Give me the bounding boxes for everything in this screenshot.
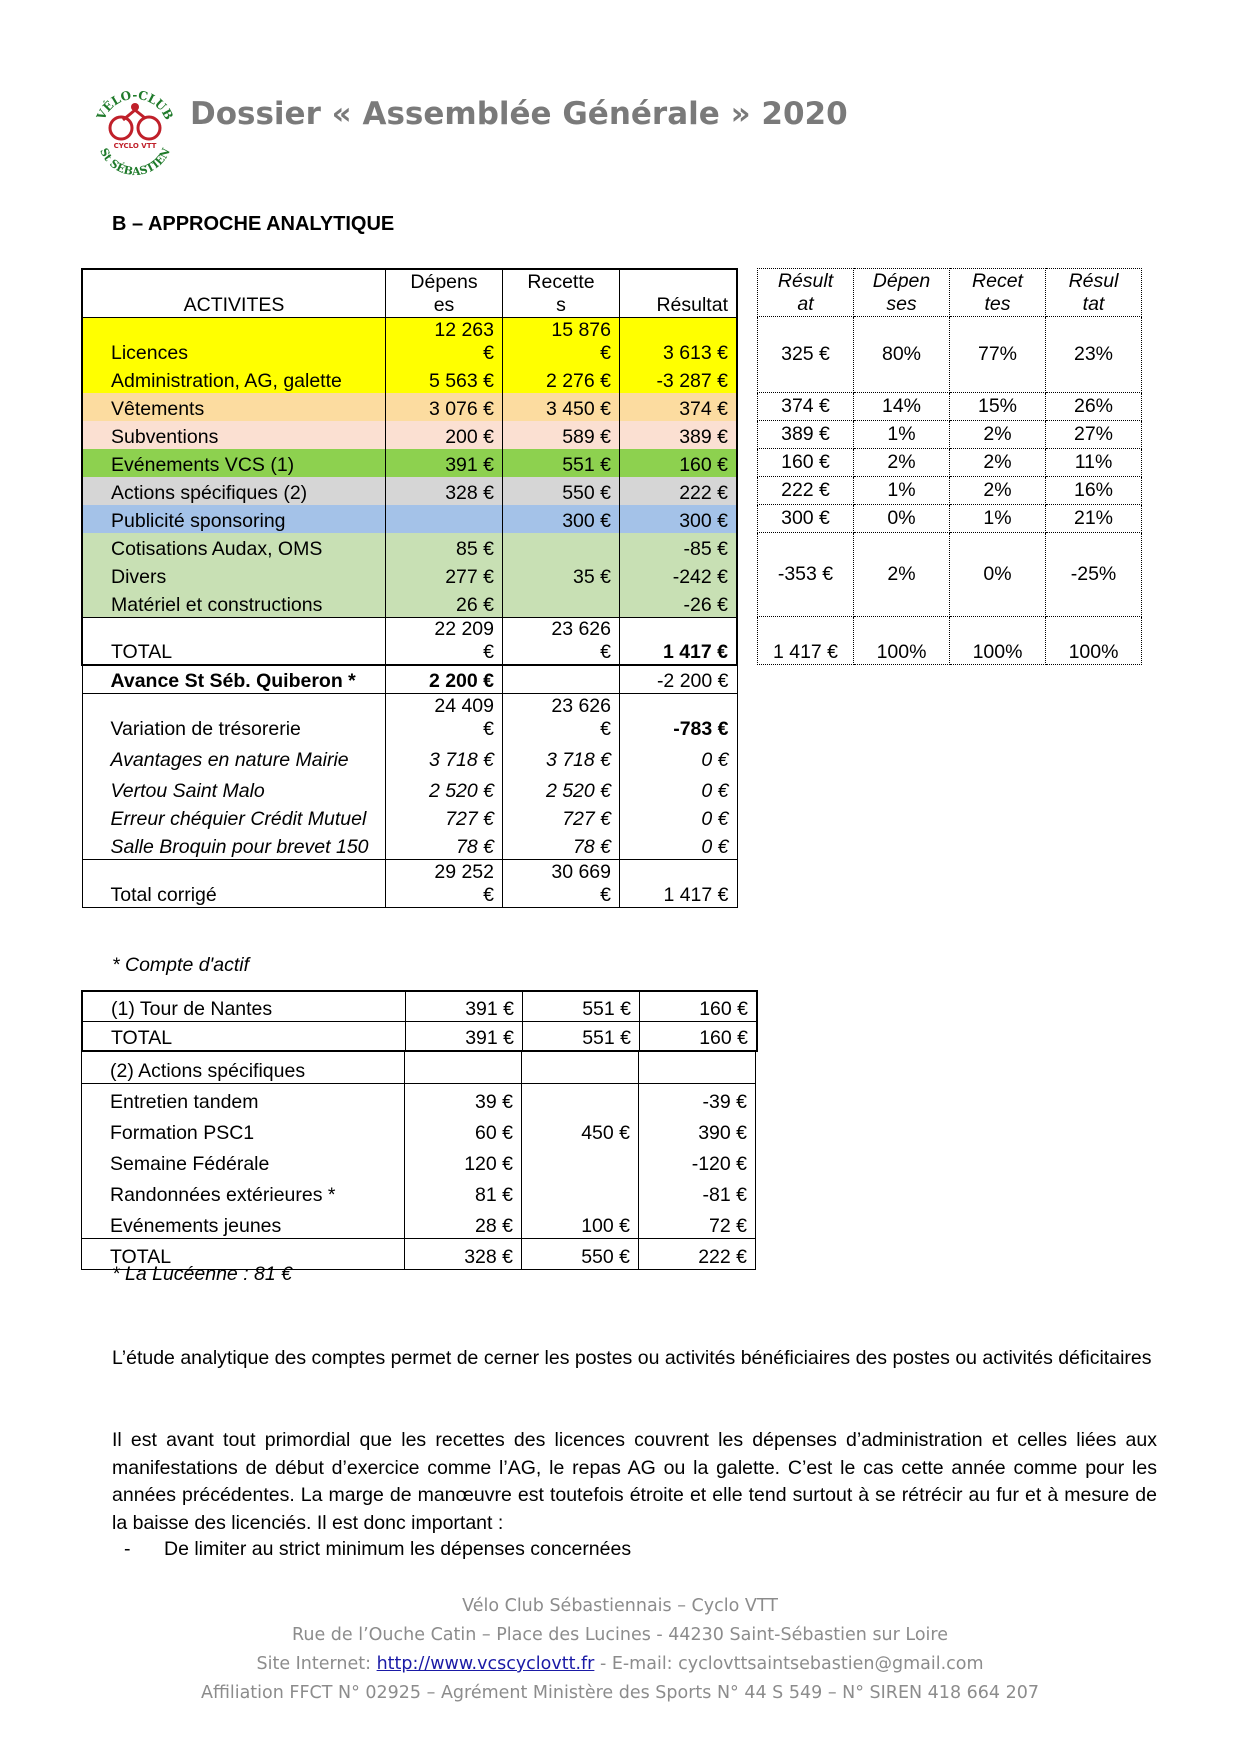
row-recettes <box>522 1176 639 1207</box>
row-recettes <box>503 589 620 617</box>
row-depenses: 26 € <box>386 589 503 617</box>
row-recettes: 300 € <box>503 505 620 533</box>
tour-de-nantes-table <box>81 990 758 1052</box>
side-cell: 0% <box>950 533 1046 617</box>
table-row <box>82 1176 756 1207</box>
row-depenses: 39 € <box>405 1083 522 1114</box>
row-depenses: 28 € <box>405 1207 522 1238</box>
side-cell: 1% <box>854 421 950 449</box>
row-label: (1) Tour de Nantes <box>82 991 406 1021</box>
side-cell: 300 € <box>758 505 854 533</box>
row-depenses: 3 718 € <box>386 741 503 772</box>
side-cell: 325 € <box>758 317 854 393</box>
footer-line-web: Site Internet: http://www.vcscyclovtt.fr - E-mail: cyclovttsaintsebastien@gmail.com <box>256 1654 984 1674</box>
row-label: Avantages en nature Mairie <box>82 741 386 772</box>
table-row <box>82 831 737 859</box>
row-depenses: 391 € <box>406 1021 523 1051</box>
row-label: TOTAL <box>82 1238 405 1269</box>
bullet-item: De limiter au strict minimum les dépenses concernées <box>164 1538 632 1560</box>
footer-line-address: Rue de l’Ouche Catin – Place des Lucines - 44230 Saint-Sébastien sur Loire <box>292 1625 948 1645</box>
table-header-row <box>82 269 737 317</box>
row-recettes: 2 520 € <box>503 772 620 803</box>
row-resultat: 374 € <box>620 393 738 421</box>
row-depenses: 5 563 € <box>386 365 503 393</box>
website-link[interactable]: http://www.vcscyclovtt.fr <box>376 1654 595 1674</box>
footer <box>0 1592 1240 1708</box>
row-resultat: -242 € <box>620 561 738 589</box>
row-label: Salle Broquin pour brevet 150 <box>82 831 386 859</box>
side-header-recettes: Recet tes <box>950 269 1046 317</box>
row-resultat: 1 417 € <box>620 617 738 665</box>
side-row <box>758 317 1142 393</box>
row-resultat: 389 € <box>620 421 738 449</box>
row-recettes: 727 € <box>503 803 620 831</box>
logo-text-mid: CYCLO VTT <box>113 142 157 150</box>
table-row <box>82 505 737 533</box>
bullet-dash: - <box>124 1538 131 1560</box>
row-label: Licences <box>82 317 386 365</box>
row-depenses: 60 € <box>405 1114 522 1145</box>
row-resultat: 3 613 € <box>620 317 738 365</box>
row-label: TOTAL <box>82 617 386 665</box>
row-resultat: -783 € <box>620 693 738 741</box>
side-cell: 1 417 € <box>758 617 854 665</box>
row-depenses: 391 € <box>386 449 503 477</box>
note-luceenne: * La Lucéenne : 81 € <box>112 1263 292 1285</box>
section-title: B – APPROCHE ANALYTIQUE <box>112 213 395 235</box>
table-row <box>82 693 737 741</box>
header-recettes: Recette s <box>503 269 620 317</box>
row-depenses: 22 209 € <box>386 617 503 665</box>
table-row <box>82 421 737 449</box>
side-cell: -353 € <box>758 533 854 617</box>
side-cell: 100% <box>950 617 1046 665</box>
table-row <box>82 741 737 772</box>
row-depenses: 328 € <box>386 477 503 505</box>
row-depenses: 391 € <box>406 991 523 1021</box>
table-row <box>82 1114 756 1145</box>
table-row <box>82 1145 756 1176</box>
row-label: Evénements VCS (1) <box>82 449 386 477</box>
side-cell: 2% <box>950 421 1046 449</box>
side-cell: 100% <box>1046 617 1142 665</box>
row-resultat: -85 € <box>620 533 738 561</box>
row-depenses: 12 263 € <box>386 317 503 365</box>
row-label: Vertou Saint Malo <box>82 772 386 803</box>
side-cell: 222 € <box>758 477 854 505</box>
row-resultat: 160 € <box>620 449 738 477</box>
table-row <box>82 1207 756 1238</box>
side-row <box>758 449 1142 477</box>
row-recettes: 23 626 € <box>503 617 620 665</box>
table-row-title <box>82 1052 756 1083</box>
row-depenses: 85 € <box>386 533 503 561</box>
row-label: Erreur chéquier Crédit Mutuel <box>82 803 386 831</box>
side-cell: 26% <box>1046 393 1142 421</box>
row-depenses: 78 € <box>386 831 503 859</box>
row-recettes: 589 € <box>503 421 620 449</box>
side-header-resultat-pct: Résul tat <box>1046 269 1142 317</box>
side-row <box>758 393 1142 421</box>
logo-text-bottom: St SÉBASTIEN <box>97 145 173 178</box>
row-label: Vêtements <box>82 393 386 421</box>
row-label: Subventions <box>82 421 386 449</box>
row-label: TOTAL <box>82 1021 406 1051</box>
row-label: Publicité sponsoring <box>82 505 386 533</box>
row-recettes: 2 276 € <box>503 365 620 393</box>
header-depenses: Dépens es <box>386 269 503 317</box>
side-cell: 2% <box>950 477 1046 505</box>
row-resultat: 160 € <box>640 991 758 1021</box>
row-depenses: 3 076 € <box>386 393 503 421</box>
row-label: Divers <box>82 561 386 589</box>
row-label: Variation de trésorerie <box>82 693 386 741</box>
side-cell: 160 € <box>758 449 854 477</box>
row-recettes: 15 876 € <box>503 317 620 365</box>
row-depenses: 328 € <box>405 1238 522 1269</box>
table-row <box>82 533 737 561</box>
row-recettes: 78 € <box>503 831 620 859</box>
row-recettes <box>503 665 620 693</box>
table-row <box>82 803 737 831</box>
side-cell: -25% <box>1046 533 1142 617</box>
row-resultat: 390 € <box>639 1114 756 1145</box>
row-recettes: 30 669 € <box>503 859 620 907</box>
table-row <box>82 665 737 693</box>
side-cell: 100% <box>854 617 950 665</box>
row-depenses <box>386 505 503 533</box>
table-row <box>82 991 757 1021</box>
header-resultat: Résultat <box>620 269 738 317</box>
row-label: Evénements jeunes <box>82 1207 405 1238</box>
table-row-total <box>82 617 737 665</box>
table-row-total-corrige <box>82 859 737 907</box>
side-cell: 15% <box>950 393 1046 421</box>
svg-text:St SÉBASTIEN <box>97 146 173 178</box>
row-resultat: 72 € <box>639 1207 756 1238</box>
side-row <box>758 421 1142 449</box>
row-label: Cotisations Audax, OMS <box>82 533 386 561</box>
side-cell: 0% <box>854 505 950 533</box>
row-resultat: 160 € <box>640 1021 758 1051</box>
percentage-table <box>757 268 1142 665</box>
actions-specifiques-table <box>81 1052 756 1270</box>
side-cell: 2% <box>854 533 950 617</box>
row-recettes <box>522 1145 639 1176</box>
row-resultat: 222 € <box>620 477 738 505</box>
row-recettes: 551 € <box>503 449 620 477</box>
row-resultat: 0 € <box>620 772 738 803</box>
row-depenses: 200 € <box>386 421 503 449</box>
paragraph-analytique: L’étude analytique des comptes permet de cerner les postes ou activités bénéficiaires des postes ou activités déficitaires <box>112 1347 1152 1369</box>
row-recettes: 100 € <box>522 1207 639 1238</box>
side-cell: 1% <box>950 505 1046 533</box>
row-recettes <box>522 1083 639 1114</box>
row-resultat: -39 € <box>639 1083 756 1114</box>
row-depenses: 24 409 € <box>386 693 503 741</box>
table-row <box>82 393 737 421</box>
row-label: Randonnées extérieures * <box>82 1176 405 1207</box>
row-resultat: -2 200 € <box>620 665 738 693</box>
side-cell: 2% <box>950 449 1046 477</box>
row-recettes: 551 € <box>523 991 640 1021</box>
row-label: Avance St Séb. Quiberon * <box>82 665 386 693</box>
row-recettes: 551 € <box>523 1021 640 1051</box>
note-compte-actif: * Compte d'actif <box>112 954 250 976</box>
side-row <box>758 505 1142 533</box>
side-row <box>758 533 1142 617</box>
side-cell: 389 € <box>758 421 854 449</box>
row-label: Administration, AG, galette <box>82 365 386 393</box>
row-recettes: 550 € <box>522 1238 639 1269</box>
row-label: Actions spécifiques (2) <box>82 477 386 505</box>
side-cell: 21% <box>1046 505 1142 533</box>
club-logo <box>90 88 180 178</box>
row-depenses: 2 520 € <box>386 772 503 803</box>
row-resultat: -120 € <box>639 1145 756 1176</box>
side-cell: 1% <box>854 477 950 505</box>
row-resultat: 222 € <box>639 1238 756 1269</box>
row-depenses: 29 252 € <box>386 859 503 907</box>
row-label: Semaine Fédérale <box>82 1145 405 1176</box>
row-resultat: 0 € <box>620 741 738 772</box>
page-title: Dossier « Assemblée Générale » 2020 <box>190 96 848 132</box>
side-cell: 23% <box>1046 317 1142 393</box>
row-depenses: 277 € <box>386 561 503 589</box>
row-depenses: 81 € <box>405 1176 522 1207</box>
row-resultat: 300 € <box>620 505 738 533</box>
side-header-resultat: Résult at <box>758 269 854 317</box>
row-resultat: -81 € <box>639 1176 756 1207</box>
row-depenses: 120 € <box>405 1145 522 1176</box>
footer-line-affiliation: Affiliation FFCT N° 02925 – Agrément Ministère des Sports N° 44 S 549 – N° SIREN 418 664 207 <box>200 1683 1040 1703</box>
row-recettes: 3 718 € <box>503 741 620 772</box>
side-cell: 16% <box>1046 477 1142 505</box>
logo-text-top: VÉLO-CLUB <box>93 88 177 123</box>
side-row <box>758 477 1142 505</box>
side-cell: 11% <box>1046 449 1142 477</box>
row-resultat: -3 287 € <box>620 365 738 393</box>
table-row <box>82 317 737 365</box>
row-recettes: 3 450 € <box>503 393 620 421</box>
side-cell: 14% <box>854 393 950 421</box>
table-row <box>82 589 737 617</box>
table-row <box>82 1083 756 1114</box>
footer-line-club: Vélo Club Sébastiennais – Cyclo VTT <box>462 1596 778 1616</box>
row-resultat: -26 € <box>620 589 738 617</box>
side-header-depenses: Dépen ses <box>854 269 950 317</box>
table-row <box>82 449 737 477</box>
row-label: Entretien tandem <box>82 1083 405 1114</box>
row-recettes <box>503 533 620 561</box>
row-recettes: 35 € <box>503 561 620 589</box>
main-accounts-table <box>81 268 738 908</box>
table-row-total <box>82 1021 757 1051</box>
side-cell: 27% <box>1046 421 1142 449</box>
header-activites: ACTIVITES <box>82 269 386 317</box>
row-label: Total corrigé <box>82 859 386 907</box>
table-row <box>82 365 737 393</box>
table-row <box>82 477 737 505</box>
side-cell: 80% <box>854 317 950 393</box>
row-label: Formation PSC1 <box>82 1114 405 1145</box>
side-header-row <box>758 269 1142 317</box>
side-cell: 374 € <box>758 393 854 421</box>
side-cell: 77% <box>950 317 1046 393</box>
paragraph-licences: Il est avant tout primordial que les recettes des licences couvrent les dépenses d’administration et celles liées aux manifestations de début d’exercice comme l’AG, le repas AG ou la galette. C’est le cas cette année comme pour les années précédentes. La marge de manœuvre est toutefois étroite et elle tend surtout à se rétrécir au fur et à mesure de la baisse des licenciés. Il est donc important : <box>112 1429 1157 1534</box>
table-row <box>82 561 737 589</box>
row-resultat: 1 417 € <box>620 859 738 907</box>
row-depenses: 727 € <box>386 803 503 831</box>
row-label: Matériel et constructions <box>82 589 386 617</box>
row-label: (2) Actions spécifiques <box>82 1052 405 1083</box>
side-cell: 2% <box>854 449 950 477</box>
row-recettes: 23 626 € <box>503 693 620 741</box>
row-recettes: 450 € <box>522 1114 639 1145</box>
table-row <box>82 772 737 803</box>
row-resultat: 0 € <box>620 803 738 831</box>
row-recettes: 550 € <box>503 477 620 505</box>
row-resultat: 0 € <box>620 831 738 859</box>
side-row-total <box>758 617 1142 665</box>
row-depenses: 2 200 € <box>386 665 503 693</box>
